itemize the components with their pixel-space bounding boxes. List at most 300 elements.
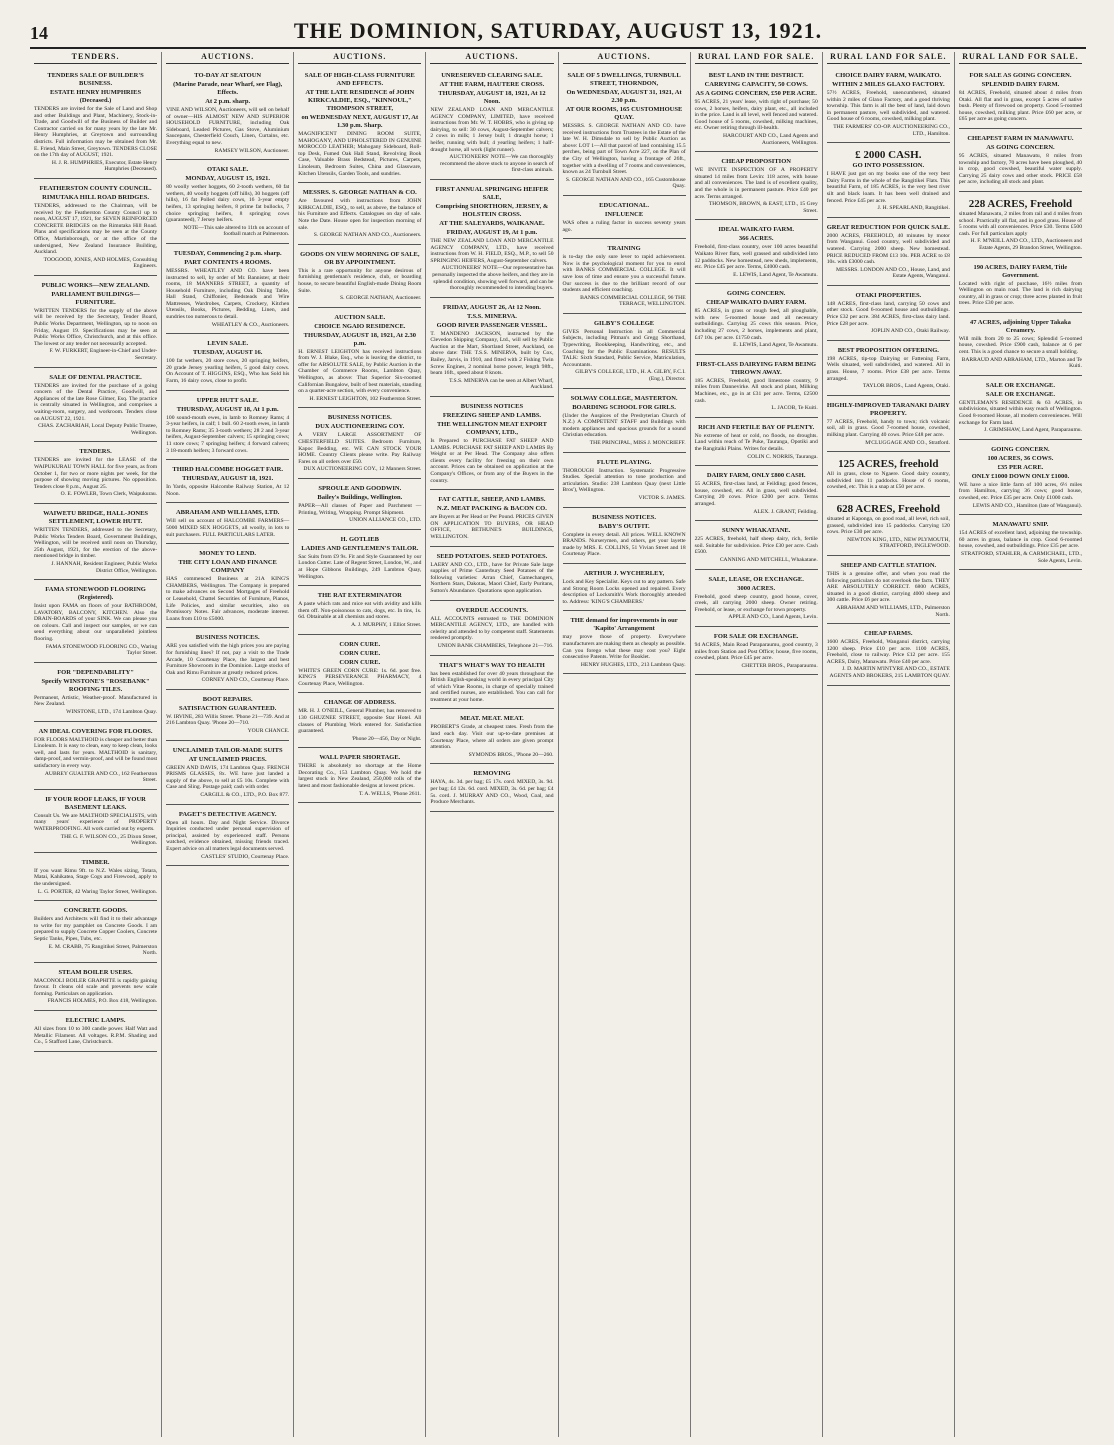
advertisement	[430, 603, 553, 656]
ad-heading: ELECTRIC LAMPS.	[65, 1017, 126, 1025]
advertisement	[166, 246, 289, 334]
ad-signature: CHETTER BROS., Paraparaumu.	[741, 662, 818, 669]
advertisement	[34, 506, 157, 580]
ad-heading: SALE OR EXCHANGE.	[985, 390, 1056, 398]
ad-heading: FIRST ANNUAL SPRINGING HEIFER SALE,	[435, 185, 549, 201]
advertisement	[695, 420, 818, 466]
advertisement	[695, 286, 818, 355]
ad-body: WHITE'S GREEN CORN CURE: 1s. 6d. post free. KING'S PERSEVERANCE PHARMACY, 4 Courtenay Place, Wellington.	[298, 667, 422, 687]
ad-heading: OTAKI PROPERTIES.	[855, 291, 922, 299]
ad-heading: CHOICE DAIRY FARM, WAIKATO.	[835, 72, 942, 79]
ad-heading: 366 ACRES.	[738, 235, 774, 243]
ad-heading: 100 ACRES, 36 COWS.	[987, 454, 1054, 462]
ad-heading: WALL PAPER SHORTAGE.	[319, 754, 401, 762]
ad-body: 1600 ACRES, Freehold, Wanganui district, carrying 1200 sheep. Price £10 per acre. 1100 ACRES, Freehold, close to railway. Price £12 per acre. 155 ACRES, Dairy, Manawatu. Price £40 per acre.	[826, 639, 950, 665]
ad-signature: STRATFORD, STAHLER, & CARMICHAEL, LTD., Sole Agents, Levin.	[960, 550, 1082, 564]
ad-heading: CORN CURE.	[339, 658, 381, 666]
ad-body: situated at Kaponga, on good road, all level, rich soil, grassed, subdivided into 15 paddocks. Carrying 120 cows. Price £30 per acre.	[826, 515, 950, 536]
ad-body: may prove those of property. Everywhere manufacturers are making them as cheaply as possible. Can you forego what these may cost you? Eight consecutive Patents. Write for Booklet.	[562, 634, 686, 661]
ad-body: 148 ACRES, first-class land, carrying 50 cows and other stock. Good 6-roomed house and outbuildings. Price £32 per acre. 384 ACRES, first-class dairy land. Price £28 per acre.	[826, 300, 950, 327]
advertisement	[959, 315, 1082, 376]
ad-heading: on WEDNESDAY NEXT, AUGUST 17, At 1.30 p.m. Sharp.	[301, 114, 419, 129]
ad-signature: CHAS. ZACHARIAH, Local Deputy Public Trustee, Wellington.	[38, 423, 158, 436]
ad-heading: ONLY £1000 DOWN ONLY £1000.	[971, 472, 1070, 480]
column-c2	[162, 52, 294, 1437]
ad-heading: IF YOUR ROOF LEAKS, IF YOUR BASEMENT LEAKS.	[45, 795, 146, 811]
advertisement	[430, 711, 553, 764]
ad-signature: J. HANNAH, Resident Engineer, Public Works District Office, Wellington.	[51, 560, 158, 574]
ad-body: WRITTEN TENDERS, addressed to the Secretary, Public Works Tenders Board, Government Buildings, Wellington, will be received until noon on Thursday, 25th August, 1921, for the erection of the above-mentioned bridge in timber.	[34, 526, 158, 560]
ad-body: (Under the Auspices of the Presbyterian Church of N.Z.) A COMPETENT STAFF and Buildings with modern appliances and spacious grounds for a sound Christian education.	[562, 412, 686, 439]
ad-heading: H. GOTLIEB	[340, 535, 379, 543]
ad-heading: BOOT REPAIRS.	[202, 695, 253, 703]
ad-body: 84 ACRES, Freehold, situated about 4 miles from Otaki. All flat and in grass, except 5 acres of native bush. Plenty of firewood on property. Good 5-roomed house, cowshed, milking plant. Price £60 per acre, or £65 per acre as going concern.	[958, 90, 1082, 123]
ad-heading: TUESDAY, AUGUST 16.	[192, 349, 263, 357]
advertisement	[563, 68, 686, 196]
advertisement	[430, 399, 553, 490]
advertisement	[298, 532, 421, 586]
section-header: TENDERS.	[34, 52, 157, 64]
section-header: AUCTIONS.	[166, 52, 289, 64]
advertisement	[695, 222, 818, 284]
ad-signature: AUCTIONEERS' NOTE—Our representative has personally inspected the above heifers, and they are in splendid condition, showing well forward, and can be thoroughly recommended to intending buyers.	[432, 265, 554, 292]
ad-heading: TRAINING	[607, 245, 641, 253]
ad-body: Insist upon FAMA on floors of your BATHROOM, LAVATORY, BALCONY, KITCHEN. Also the DRAIN-BOARDS of your SINK. We can please you on colours. Call and inspect our samples, or we can send everything about our unparalleled jointless flooring.	[34, 603, 158, 643]
ad-signature: H. F. M'NEILL AND CO., LTD., Auctioneers and Estate Agents, 29 Brandon Street, Wellington.	[970, 238, 1082, 251]
ad-heading: THE WELLINGTON MEAT EXPORT COMPANY, LTD.,	[436, 421, 547, 437]
ad-body: situated Manawatu, 2 miles from rail and 4 miles from school. Practically all flat, and in good grass. House of 5 rooms with all conveniences. Price £30. Terms £500 cash. For full particulars apply	[958, 210, 1082, 237]
advertisement	[34, 444, 157, 504]
ad-body: THERE is absolutely no shortage at the Home Decorating Co., 153 Lambton Quay. We hold the largest stock in New Zealand, 250,000 rolls of the latest and most fashionable designs at lowest prices.	[298, 763, 422, 790]
ad-signature: T.S.S. MINERVA can be seen at Albert Wharf, Auckland.	[449, 377, 554, 391]
ad-heading: LADIES AND GENTLEMEN'S TAILOR.	[301, 544, 419, 552]
advertisement	[34, 181, 157, 276]
ad-heading: DAIRY FARM, ONLY £800 CASH.	[706, 472, 806, 480]
advertisement	[166, 630, 289, 690]
ad-body: WAS often a ruling factor in success seventy years ago.	[562, 219, 686, 233]
ad-signature: WHEATLEY & CO., Auctioneers.	[211, 321, 290, 328]
ad-heading: £35 PER ACRE.	[997, 463, 1044, 471]
ad-body: Will sell on account of HALCOMBE FARMERS— 5000 MIXED SEX HOGGETS, all woolly, in lots to suit purchasers. FULL PARTICULARS LATER.	[166, 518, 290, 538]
ad-signature: VICTOR S. JAMES.	[638, 494, 686, 501]
ad-heading: FAT CATTLE, SHEEP, AND LAMBS.	[438, 496, 546, 504]
ad-heading: FRIDAY, AUGUST 26, At 12 Noon.	[442, 303, 541, 311]
ad-body: Are favoured with instructions from JOHN KIRKCALDIE, ESQ., to sell, as above, the balance of his Furniture and Effects. Catalogues on day of sale. Note the Date. House open for inspection morning of sale.	[298, 198, 422, 231]
advertisement	[959, 442, 1082, 515]
ad-body: All in grass, close to Ngaere. Good dairy country, subdivided into 11 paddocks. House of 6 rooms, cowshed, etc. This is a snap at £50 per acre.	[826, 471, 950, 491]
ad-body: 95 ACRES, 21 years' lease, with right of purchase; 50 cows, 2 horses, heifers, dairy plant, etc., all included in the price. Land is all level, well fenced and watered. Good house of 5 rooms, cowshed, milking machines, etc. Owner retiring through ill-health.	[694, 99, 818, 132]
ad-heading: TENDERS.	[79, 448, 112, 456]
ad-body: ARE you satisfied with the high prices you are paying for furnishing lines? If not, pay a visit to the Trade Arcade, 10 Courtenay Place, the largest and best Furniture Showroom in the Dominion. Large stocks of Oak and Rimu Furniture at greatly reduced prices.	[166, 643, 290, 676]
ad-body: T. MANDENO JACKSON, instructed by the Clevedon Shipping Company, Ltd., will sell by Public Auction at the Mart, Shortland Street, Auckland, on above date: THE T.S.S. MINERVA, built by Cox, Bailey, Jarvis, in 1910, and fitted with 2 Fishing Twin Screw Engines, 2 nominal horse power, length 98ft., beam 16ft., speed about 8 knots.	[430, 330, 554, 377]
ad-body: Builders and Architects will find it to their advantage to write for my pamphlet on Concrete Goods. I am prepared to supply Concrete Copper Coolers, Concrete Septic Tanks, Pipes, Tubs, etc.	[34, 916, 158, 942]
ad-heading: SEED POTATOES. SEED POTATOES.	[436, 552, 548, 560]
advertisement	[34, 1013, 157, 1052]
ad-heading: THAT'S WHAT'S WAY TO HEALTH	[439, 661, 545, 669]
ad-body: W. IRVINE, 283 Willis Street. 'Phone 21—739. And at 216 Lambton Quay. 'Phone 20—710.	[166, 713, 290, 727]
ad-heading: THE RAT EXTERMINATOR	[317, 592, 402, 600]
advertisement	[563, 455, 686, 508]
column-c1	[30, 52, 162, 1437]
ad-heading: THURSDAY, AUGUST 18, 1921, At 2.30 p.m.	[303, 331, 416, 347]
ad-body: 154 ACRES of excellent land, adjoining the township. 60 acres in grass, balance in crop. Good 6-roomed house, cowshed, and outbuildings. Price £35 per acre.	[958, 530, 1082, 550]
advertisement	[166, 393, 289, 461]
ad-body: MAGNIFICENT DINING ROOM SUITE, MAHOGANY, AND UPHOLSTERED IN GENUINE MOROCCO LEATHER; Mahogany Sideboard, Roll-top Desk, Fumed Oak Hall Stand, Revolving Book Case, Valuable Brass Bedstead, Pictures, Carpets, Linoleum, Bedroom Suites, China and Glassware, Kitchen Utensils, Garden Tools, and sundries.	[298, 131, 422, 177]
ad-heading: CHEAPEST FARM IN MANAWATU.	[967, 134, 1074, 142]
ad-heading: GOING CONCERN.	[991, 445, 1050, 453]
ad-signature: M'CLUGGAGE AND CO., Stratford.	[865, 439, 950, 446]
ad-body: HAYA, 4s. 3d. per bag; £5 17s. cord. MIXED, 3s. 9d. per bag; £4 12s. 6d. cord. MIXED, 3s. 6d. per bag; £4 5s. cord. J. MURRAY AND CO., Wood, Coal, and Produce Merchants.	[430, 779, 554, 806]
advertisement	[34, 855, 157, 901]
ad-signature: FAMA STONEWOOD FLOORING CO., Waring Taylor Street.	[45, 643, 158, 657]
ad-signature: J. GRIMSHAW, Land Agent, Paraparaumu.	[984, 427, 1082, 434]
ad-heading: CHEAP WAIKATO DAIRY FARM.	[706, 299, 807, 307]
advertisement	[827, 68, 950, 143]
column-c3	[294, 52, 426, 1437]
ad-heading: TENDERS SALE OF BUILDER'S BUSINESS.	[47, 72, 144, 87]
ad-body: TENDERS, addressed to the Chairman, will be received by the Featherston County Council up to noon, AUGUST 17, 1921, for SEVEN REINFORCED CONCRETE BRIDGES on the Rimutaka Hill Road. Plans and specifications may be seen at the County Office, Martinborough, or at the office of the undersigned, New Zealand Insurance Building, Auckland.	[34, 202, 158, 256]
ad-signature: A. J. MURPHY, 1 Elliot Street.	[351, 621, 422, 628]
section-header: RURAL LAND FOR SALE.	[959, 52, 1082, 64]
ad-signature: HARCOURT AND CO., Land Agents and Auctioneers, Wellington.	[722, 132, 818, 146]
ad-heading: OVERDUE ACCOUNTS.	[456, 606, 528, 614]
ad-body: TENDERS are invited for the LEASE of the WAIPUKURAU TOWN HALL for five years, as from October 1, for two or more nights per week, for the purpose of showing moving pictures. No opposition. Tenders close 8 p.m., August 25.	[34, 457, 158, 490]
ad-body: is to-day the only sure lever to rapid achievement. Now is the psychological moment for you to enrol with BANKS COMMERCIAL COLLEGE. It will save loss of time and ensure you a successful future. Our success is due to the brilliant record of our students and efficient coaching.	[562, 254, 686, 294]
ad-heading: 628 ACRES, Freehold	[836, 502, 940, 515]
advertisement	[959, 378, 1082, 440]
ad-signature: S. GEORGE NATHAN AND CO., Auctioneers.	[313, 232, 422, 239]
ad-heading: 3000 ACRES.	[737, 584, 776, 592]
ad-body: 94 ACRES, Main Road Paraparaumu, good country, 3 miles from Station and Post Office; house, five rooms, cowshed, plant. Price £45 per acre.	[694, 641, 818, 662]
advertisement	[430, 182, 553, 298]
ad-signature: AUBREY GUALTER AND CO., 162 Featherston Street.	[44, 770, 158, 784]
advertisement	[166, 68, 289, 160]
advertisement	[166, 546, 289, 628]
section-header: RURAL LAND FOR SALE.	[827, 52, 950, 64]
ad-heading: AN IDEAL COVERING FOR FLOORS.	[38, 727, 153, 735]
ad-signature: 'Phone 20—456, Day or Night.	[351, 735, 422, 742]
ad-body: THIS is a genuine offer, and when you read the following particulars do not overlook the facts. THEY ARE ABSOLUTELY CORRECT. 6800 ACRES, situated in a good district, carrying 4000 sheep and 300 cattle. Price £6 per acre.	[826, 570, 950, 604]
ad-body: 85 ACRES, in grass or rough feed, all ploughable, with new 5-roomed house and all necessary outbuildings. Carrying 25 cows this season. Price, including 27 cows, 2 horses, implements and plant, £47 10s. per acre. £1750 cash.	[694, 308, 818, 341]
page-number: 14	[30, 23, 48, 43]
ad-heading: BEST PROPOSITION OFFERING.	[837, 346, 939, 354]
advertisement	[827, 288, 950, 341]
ad-signature: SYMONDS BROS., 'Phone 20—260.	[468, 751, 554, 758]
ad-heading: GOING CONCERN.	[726, 290, 786, 298]
ad-signature: E. LEWIS, Land Agent, Te Awamutu.	[733, 342, 818, 349]
ad-body: TENDERS are invited for the Sale of Land and Shop and other Buildings and Plant, Machinery, Stock-in-Trade, and Goodwill of the Business of Builder and Contractor carried on for many years by the late Mr. Henry Humphries, at Greytown and surrounding districts. Full information may be obtained from Mr. E. Friend, Main Street, Greytown. TENDERS CLOSE on the 17th day of AUGUST, 1921.	[34, 106, 158, 159]
advertisement	[34, 665, 157, 722]
section-header: AUCTIONS.	[563, 52, 686, 64]
ad-body: ALL ACCOUNTS entrusted to THE DOMINION MERCANTILE AGENCY, LTD., are handled with celerity and attended to by competent staff. Statements rendered promptly.	[430, 615, 554, 642]
ad-heading: Comprising SHORTHORN, JERSEY, & HOLSTEIN CROSS.	[435, 202, 549, 218]
ad-signature: COLIN C. NORRIS, Tauranga.	[747, 453, 818, 460]
ad-heading: GREAT REDUCTION FOR QUICK SALE.	[826, 223, 950, 231]
ad-body: 225 ACRES, freehold, half sheep dairy, rich, fertile soil. Suitable for subdivision. Price £30 per acre. Cash £500.	[694, 536, 818, 556]
ad-heading: SOLWAY COLLEGE, MASTERTON.	[570, 394, 678, 402]
advertisement	[166, 162, 289, 244]
ad-body: I HAVE just got on my books one of the very best Dairy Farms in the whole of the Rangitikei Flats. This beautiful Farm, of 185 ACRES, is the very best river silt and black loam. It has been well drained and fenced. Price £45 per acre.	[826, 171, 950, 204]
ad-body: are Buyers at Per Head or Per Pound. PRICES GIVEN ON APPLICATION TO BUYERS, OR HEAD OFFICE, BETHUNE'S BUILDINGS, WELLINGTON.	[430, 514, 554, 540]
ad-heading: AT UNCLAIMED PRICES.	[188, 755, 267, 763]
ad-heading: TIMBER.	[81, 858, 110, 866]
advertisement	[827, 145, 950, 218]
advertisement	[298, 637, 421, 694]
ad-signature: F. W. FURKERT, Engineer-in-Chief and Under-Secretary.	[49, 348, 158, 362]
column-c4	[426, 52, 558, 1437]
ad-heading: SUNNY WHAKATANE.	[721, 527, 791, 535]
ad-body: A paste which rats and mice eat with avidity and kills them off. Non-poisonous to cats, dogs, etc. In tins, 1s. 6d. Obtainable at all chemists and stores.	[298, 601, 422, 621]
ad-heading: CARRYING CAPACITY, 50 COWS.	[704, 81, 808, 88]
ad-heading: SALE, LEASE, OR EXCHANGE.	[708, 575, 804, 583]
ad-heading: MANAWATU SNIP.	[992, 521, 1049, 529]
ad-heading: PART CONTENTS 4 ROOMS.	[184, 258, 272, 266]
ad-signature: BARRAUD AND ABRAHAM, LTD., Marton and Te Kuiti.	[961, 356, 1082, 370]
ad-body: PROBERT'S Grade, at cheapest rates. Fresh from the land each day. Visit our up-to-date premises at Courtenay Place, where all orders are given prompt attention.	[430, 724, 554, 751]
ad-signature: THE G. F. WILSON CO., 25 Dixon Street, Wellington.	[60, 833, 158, 847]
advertisement	[430, 549, 553, 601]
ad-body: 198 ACRES, tip-top Dairying or Fattening Farm, Wells situated, well subdivided, and watered. All in grass. House, 7 rooms. Price £38 per acre. Terms arranged.	[826, 355, 950, 382]
advertisement	[695, 468, 818, 521]
ad-heading: BUSINESS NOTICES.	[195, 634, 260, 642]
ad-heading: SATISFACTION GUARANTEED.	[179, 704, 277, 712]
ad-heading: GO INTO POSSESSION.	[852, 162, 925, 170]
ad-signature: UNION BANK CHAMBERS, Telephone 21—716.	[437, 642, 554, 649]
advertisement	[959, 68, 1082, 129]
ad-signature: CANNING AND MITCHELL, Whakatane.	[719, 556, 818, 563]
advertisement	[34, 582, 157, 663]
ad-signature: E. LEWIS, Land Agent, Te Awamutu.	[733, 271, 818, 278]
ad-heading: THURSDAY, AUGUST 18, At 1 p.m.	[176, 405, 279, 413]
ad-body: THE NEW ZEALAND LOAN AND MERCANTILE AGENCY COMPANY, LTD., have received instructions from W. H. FIELD, ESQ., M.P., to sell 50 SPRINGING HEIFERS, August-September calvers.	[430, 237, 554, 264]
ad-heading: UNCLAIMED TAILOR-MADE SUITS	[172, 746, 283, 754]
advertisement	[430, 300, 553, 397]
ad-signature: CARGILL & CO., LTD., P.O. Box 877.	[200, 792, 290, 799]
ad-body: LAERY AND CO., LTD., have for Private Sale large supplies of Prime Canterbury Seed Potatoes of the following varieties: Arran Chief, Gamechangers, Northern Stars, Dakotas, Maori Chief, Early Puritans, Sutton's Abundance. Quotations upon application.	[430, 561, 554, 594]
ad-signature: UNION ALLIANCE CO., LTD.	[349, 517, 422, 524]
advertisement	[430, 658, 553, 710]
ad-heading: BUSINESS NOTICES.	[327, 414, 392, 422]
ad-heading: IDEAL WAIKATO FARM.	[718, 226, 794, 234]
ad-body: WE INVITE INSPECTION OF A PROPERTY situated 14 miles from Levin: 118 acres, with house and all conveniences. The land is of excellent quality, and the whole is in permanent pasture. Price £40 per acre. Terms arranged.	[694, 167, 818, 200]
ad-body: HAS commenced Business at 21A KING'S CHAMBERS, Wellington. The Company is prepared to make advances on Second Mortgages of Freehold or Leasehold, Chattel Securities of Furniture, Pianos, Life Policies, and similar securities, also on Promissory Notes. Fair advances, moderate interest. Loans from £10 to £5000.	[166, 576, 290, 622]
advertisement	[563, 391, 686, 453]
ad-heading: STEAM BOILER USERS.	[58, 968, 133, 976]
ad-heading: FLUTE PLAYING.	[596, 458, 652, 466]
ad-heading: CHOICE NGAIO RESIDENCE.	[314, 322, 406, 330]
ad-heading: BUSINESS NOTICES	[460, 403, 524, 411]
ad-body: Freehold, good sheep country, good house, cover, creek, all carrying 2000 sheep. Owner retiring. Freehold, or lease, or exchange for town property.	[694, 593, 818, 613]
ad-body: Consult Us. We are MALTHOID SPECIALISTS, with many years' experience of PROPERTY WATERPROOFING. All work carried out by experts.	[34, 812, 158, 832]
ad-heading: AS A GOING CONCERN, £50 PER ACRE.	[695, 90, 817, 97]
ad-signature: YOUR CHANCE.	[247, 728, 290, 735]
ad-body: WRITTEN TENDERS for the supply of the above will be received by the Secretary, Tender Board, Public Works Department, Wellington, up to noon on Friday, August 19. Specifications may be seen at Public Works Office, Christchurch, and at this office. The lowest or any tender not necessarily accepted.	[34, 307, 158, 347]
advertisement	[959, 194, 1082, 258]
ad-heading: 47 ACRES, adjoining Upper Takaka Creamery.	[970, 318, 1071, 334]
ad-heading: ABRAHAM AND WILLIAMS, LTD.	[175, 509, 280, 517]
ad-heading: DUX AUCTIONEERING COY.	[315, 423, 405, 431]
advertisement	[695, 357, 818, 418]
ad-heading: SALE OF HIGH-CLASS FURNITURE AND EFFECTS.	[304, 72, 415, 87]
advertisement	[695, 154, 818, 220]
section-header: RURAL LAND FOR SALE.	[695, 52, 818, 64]
advertisement	[695, 523, 818, 569]
ad-heading: SPLENDID DAIRY FARM.	[981, 81, 1060, 88]
ad-body: GENTLEMAN'S RESIDENCE & 63 ACRES, in subdivisions, situated within easy reach of Wellington. Good 8-roomed House, all modern conveniences. Will exchange for Farm land.	[958, 399, 1082, 426]
ad-heading: GOODS ON VIEW MORNING OF SALE, OR BY APPOINTMENT.	[300, 250, 420, 266]
ad-heading: Bailey's Buildings, Wellington.	[317, 494, 403, 501]
ad-signature: LEWIS AND CO., Hamilton (late of Wanganui).	[972, 502, 1082, 509]
ad-heading: FOR SALE OR EXCHANGE.	[713, 632, 799, 640]
ad-heading: REMOVING	[473, 770, 511, 778]
ad-heading: MONDAY, AUGUST 15, 1921.	[185, 175, 270, 183]
ad-body: WE have a nice little farm of 100 acres, 6½ miles from Hamilton, carrying 36 cows; good house, cowshed, etc. Price £35 per acre. Only £1000 cash.	[958, 481, 1082, 501]
ad-heading: PAGET'S DETECTIVE AGENCY.	[178, 810, 277, 818]
advertisement	[34, 965, 157, 1011]
ad-body: In Yards, opposite Halcombe Railway Station, At 12 Noon.	[166, 484, 290, 497]
ad-signature: MESSRS. LONDON AND CO., House, Land, and Estate Agents, Wanganui.	[835, 266, 950, 280]
ad-body: 80 woolly wether hoggets, 60 2-tooth wethers, 60 fat wethers, 40 woolly hoggets (off hills), 30 hoggets (off hills), 16 fat Polled dairy cows, 16 3-year empty heifers, 13 springing heifers, 8 prime fat bullocks, 7 choice springing heifers, 8 springing cows (guaranteed), 7 Jersey heifers.	[166, 184, 290, 224]
ad-heading: BUSINESS NOTICES.	[592, 513, 657, 521]
ad-heading: WITHIN 2 MILES GLAXO FACTORY.	[832, 81, 945, 88]
advertisement	[298, 247, 421, 308]
ad-body: Complete in every detail. All prices. WELL KNOWN BRANDS. Nurserymen, and others, get your layette made by MRS. E. COLLINS, 51 Vivian Street and 18 Courtenay Place.	[562, 531, 686, 558]
ad-body: MESSRS. S. GEORGE NATHAN AND CO. have received instructions from Trustees in the Estate of the late W. H. Dimsdale to sell by Public Auction as above: LOT 1—All that parcel of land containing 15.5 perches, being part of Town Acre 227, on the Plan of the City of Wellington, having a frontage of 26ft., together with a dwelling of 7 rooms and conveniences, known as 24 Turnbull Street.	[562, 123, 686, 176]
advertisement	[298, 185, 421, 245]
ad-heading: FREEZING SHEEP AND LAMBS.	[442, 412, 542, 420]
advertisement	[166, 336, 289, 390]
advertisement	[827, 398, 950, 452]
ad-signature: J. D. MARTIN M'INTYRE AND CO., ESTATE AGENTS AND BROKERS, 215 LAMBTON QUAY.	[829, 666, 950, 680]
ad-heading: T.S.S. MINERVA.	[466, 312, 517, 320]
ad-heading: MEAT. MEAT. MEAT.	[460, 715, 524, 723]
advertisement	[298, 588, 421, 634]
ad-body: 185 ACRES, Freehold, good limestone country, 9 miles from Dannevirke. All stock and plant, Milking Machines, etc., go in at £31 per acre. Terms, £2500 cash.	[694, 377, 818, 404]
ad-body: 95 ACRES, situated Manawatu, 8 miles from township and factory, 70 acres have been ploughed, 40 in crop, good cowshed, beautiful water supply. Carrying 25 dairy cows and other stock. PRICE £58 per acre, including all stock and plant.	[958, 152, 1082, 186]
ad-heading: At 2 p.m. sharp.	[205, 98, 251, 105]
ad-signature: L. G. PORTER, 42 Waring Taylor Street, Wellington.	[37, 888, 158, 895]
advertisement	[563, 613, 686, 674]
advertisement	[166, 462, 289, 503]
ad-signature: CORNEY AND CO., Courtenay Place.	[201, 677, 290, 684]
ad-heading: AT THE LATE RESIDENCE of JOHN KIRKCALDIE, ESQ., "KINNOUL," THOMPSON STREET,	[305, 89, 415, 112]
ad-signature: AUCTIONEERS' NOTE—We can thoroughly recommend the above stock to anyone in search of first-class animals.	[440, 154, 554, 174]
ad-body: has been established for over 40 years throughout the British English-speaking world in every principal City of which Vitae Rooms, in charge of specially trained and certified nurses, are established. You can call for treatment at your home.	[430, 670, 554, 703]
ad-heading: FEATHERSTON COUNTY COUNCIL.	[39, 184, 152, 192]
advertisement	[298, 750, 421, 803]
section-header: AUCTIONS.	[298, 52, 421, 64]
ad-body: This is a rare opportunity for anyone desirous of furnishing gentleman's residence, club, or boarding house, to secure beautiful English-made Dining Room Suite.	[298, 267, 422, 294]
ad-heading: OTAKI SALE.	[206, 166, 249, 174]
ad-body: Will milk from 20 to 25 cows; Splendid 5-roomed house, cowshed. Price £900 cash, balance at 6 per cent. This is a good chance to secure a small holding.	[958, 335, 1082, 356]
ad-heading: 125 ACRES, freehold	[838, 458, 939, 471]
ad-heading: N.Z. MEAT PACKING & BACON CO.	[437, 505, 547, 513]
advertisement	[298, 695, 421, 748]
ad-heading: GOOD RIVER PASSENGER VESSEL.	[436, 321, 548, 329]
ad-heading: HIGHLY-IMPROVED TARANAKI DAIRY PROPERTY.	[826, 401, 950, 417]
advertisement	[166, 505, 289, 544]
ad-heading: CHEAP FARMS.	[864, 630, 913, 638]
advertisement	[563, 566, 686, 611]
advertisement	[827, 220, 950, 286]
advertisement	[34, 903, 157, 963]
ad-body: Open all hours. Day and Night Service. Divorce Inquiries conducted under personal supervision of principal, assisted by experienced staff. Persons watched, evidence obtained, missing friends traced. Expert advice on all matters legal documents served.	[166, 819, 290, 852]
ad-heading: ESTATE HENRY HUMPHRIES (Deceased.)	[50, 89, 142, 104]
ad-signature: ALEX. J. GRANT, Feilding.	[753, 508, 818, 515]
ad-body: 57½ ACRES, Freehold, unencumbered, situated within 2 miles of Glaxo Factory, and a good thriving township. This farm is all the best of land, laid down in permanent pasture, well subdivided, and watered. Good house of 6 rooms, cowshed, milking plant.	[826, 90, 950, 123]
ad-body: GIVES Personal Instruction in all Commercial Subjects, including Pitman's and Gregg Shorthand, Typewriting, Bookkeeping, Handwriting, etc., and Coaching for the Public Examinations. RESULTS TALK: Sixth Standard, Public Service, Matriculation, Accountants.	[562, 328, 686, 368]
ad-heading: SALE OF DENTAL PRACTICE.	[49, 373, 142, 381]
ad-heading: BEST LAND IN THE DISTRICT.	[708, 72, 804, 79]
advertisement	[827, 499, 950, 556]
ad-heading: MESSRS. S. GEORGE NATHAN & CO.	[302, 189, 417, 197]
columns-container	[30, 52, 1086, 1437]
ad-signature: E. M. CRABB, 75 Rangitikei Street, Palmerston North.	[48, 943, 158, 957]
advertisement	[430, 68, 553, 180]
ad-heading: RICH AND FERTILE BAY OF PLENTY.	[698, 423, 815, 431]
ad-body: 77 ACRES, Freehold, handy to town; rich volcanic soil, all in grass. Good 7-roomed house, cowshed, milking plant. Carrying 40 cows. Price £48 per acre.	[826, 418, 950, 438]
ad-body: Freehold, first-class country, over 100 acres beautiful Waikato River flats, well grassed and subdivided into 12 paddocks. New homestead, new sheds, implements, etc. Price £45 per acre. Terms, £4000 cash.	[694, 244, 818, 271]
ad-heading: CORN CURE.	[339, 640, 381, 648]
ad-body: NEW ZEALAND LOAN AND MERCANTILE AGENCY COMPANY, LIMITED, have received instructions from Mr. W. T. HOBBS, who is giving up dairying, to sell: 30 cows, August-September calvers; 2 cows in milk; 1 Jersey bull; 1 draught horse; 1 heifer, running with bull; 4 yearling heifers; 1 half-draught horse, all work (light runner).	[430, 107, 554, 153]
ad-heading: CONCRETE GOODS.	[63, 907, 128, 915]
ad-heading: ARTHUR J. WYCHERLEY,	[583, 569, 665, 577]
column-c7	[823, 52, 955, 1437]
advertisement	[563, 241, 686, 314]
advertisement	[34, 68, 157, 179]
ad-body: VINE AND WILSON, Auctioneers, will sell on behalf of owner—HIS ALMOST NEW AND SUPERIOR HOUSEHOLD FURNITURE, including Oak Sideboard, Leaded Pictures, Gas Stove, Aluminium Saucepans, Chesterfield Couch, Linen, Curtains, etc. Everything equal to new.	[166, 107, 290, 146]
ad-body: 100 fat wethers, 20 store cows, 20 springing heifers, 20 grade Jersey yearling heifers, 5 good dairy cows. On Account of T. HIGGINS, ESQ., Who has Sold his Farm, 16 dairy cows, close to profit.	[166, 358, 290, 385]
advertisement	[34, 370, 157, 443]
advertisement	[34, 278, 157, 368]
ad-signature: HENRY HUGHES, LTD., 213 Lambton Quay.	[580, 661, 686, 668]
advertisement	[34, 792, 157, 853]
ad-body: Lock and Key Specialist. Keys cut to any pattern. Safe and Strong Room Locks opened and repaired. Every description of Locksmith's Work thoroughly attended to. Address: 'KING'S CHAMBERS.'	[562, 578, 686, 605]
ad-heading: AT THE FARM, HAUTERE CROSS.	[439, 81, 545, 88]
ad-heading: GILBY'S COLLEGE	[593, 319, 655, 327]
ad-heading: FAMA STONEWOOD FLOORING (Registered).	[45, 586, 146, 602]
column-c6	[691, 52, 823, 1437]
ad-body: MR. H. J. O'NEILL, General Plumber, has removed to 130 GHUZNEE STREET, opposite Star Hotel. All classes of Plumbing Work entered for. Satisfaction guaranteed.	[298, 708, 422, 735]
ad-signature: APPLE AND CO., Land Agents, Levin.	[728, 614, 818, 621]
advertisement	[166, 692, 289, 741]
ad-signature: DUX AUCTIONEERING COY., 12 Manners Street.	[303, 466, 422, 473]
ad-heading: THURSDAY, AUGUST 18, 1921.	[182, 475, 274, 483]
ad-signature: S. GEORGE NATHAN, Auctioneer.	[339, 295, 422, 302]
ad-body: Is Prepared to PURCHASE FAT SHEEP AND LAMBS. PURCHASE FAT SHEEP AND LAMBS By Weight or at Per Head. The Company also offers clients every facility for freezing on their own account. Prices can be obtained on application at the Company's Offices, or from any of the Buyers in the country.	[430, 438, 554, 484]
ad-body: Permanent, Artistic, Weather-proof. Manufactured in New Zealand.	[34, 694, 158, 708]
ad-signature: NOTE—This sale altered to 11th on account of football match at Palmerston.	[183, 224, 290, 238]
ad-body: TENDERS are invited for the purchase of a going concern of the Dental Practice, Goodwill, and Appliances of the late Rose Gilmer, Esq. The practice is centrally situated in Wellington, and comprises a waiting-room, surgery, and workroom. Tenders close on AUGUST 22, 1921.	[34, 382, 158, 422]
advertisement	[166, 743, 289, 805]
ad-heading: SHEEP AND CATTLE STATION.	[840, 561, 937, 569]
ad-heading: BABY'S OUTFIT.	[598, 522, 650, 530]
ad-heading: On WEDNESDAY, AUGUST 31, 1921, At 2.30 p.m.	[566, 89, 682, 104]
advertisement	[959, 260, 1082, 313]
ad-heading: EDUCATIONAL.	[599, 201, 650, 209]
advertisement	[166, 807, 289, 867]
ad-signature: THE FARMERS' CO-OP. AUCTIONEERING CO., LTD., Hamilton.	[833, 123, 950, 137]
ad-heading: SPROULE AND GOODWIN.	[318, 485, 402, 492]
ad-heading: TO-DAY AT SEATOUN	[194, 72, 262, 79]
ad-heading: LEVIN SALE.	[207, 340, 249, 348]
ad-heading: FOR SALE AS GOING CONCERN.	[969, 72, 1072, 79]
ad-body: If you want Rimu 9ft. to N.Z. Wales sizing, Totara, Matai, Kahikatea, Stage Cogs and Firewood, apply to the undersigned.	[34, 867, 158, 887]
ad-heading: CHANGE OF ADDRESS.	[323, 699, 396, 707]
ad-heading: SALE OR EXCHANGE.	[985, 381, 1056, 389]
advertisement	[959, 517, 1082, 570]
ad-heading: AT OUR ROOMS, 165 CUSTOMHOUSE QUAY.	[565, 106, 683, 121]
